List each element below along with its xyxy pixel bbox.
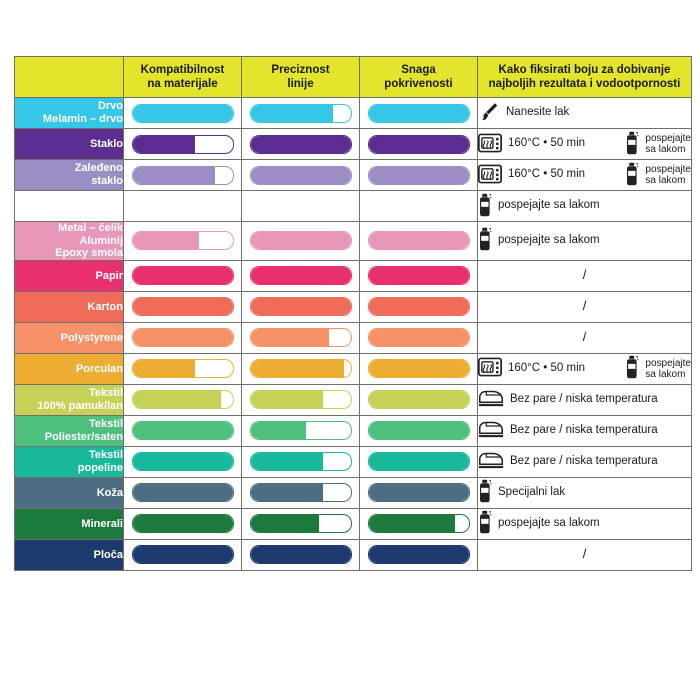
fixing-cell <box>478 98 692 129</box>
fixing-content <box>478 388 691 411</box>
spray-icon <box>478 510 492 537</box>
bar-coverage-cell <box>360 415 478 446</box>
fixing-text: 160°C • 50 min <box>508 137 586 150</box>
bar-coverage-fill <box>369 198 451 215</box>
bar-compatibility-cell <box>124 322 242 353</box>
bar-compatibility-fill <box>133 198 205 215</box>
bar-compatibility-cell <box>124 222 242 261</box>
bar-compatibility-cell <box>124 508 242 539</box>
fixing-text: 160°C • 50 min <box>508 168 586 181</box>
bar-compatibility-cell <box>124 539 242 570</box>
bar-compatibility-empty <box>195 360 233 377</box>
fixing-secondary-text <box>645 133 691 155</box>
bar-precision-cell <box>242 260 360 291</box>
spray-icon <box>625 162 639 189</box>
header-corner <box>15 57 124 98</box>
bar-precision <box>250 545 352 564</box>
bar-precision-fill <box>251 546 351 563</box>
table-row <box>15 191 692 222</box>
iron-icon <box>478 388 504 411</box>
table-row <box>15 160 692 191</box>
oven-icon <box>478 357 502 380</box>
fixing-secondary-text <box>645 358 691 380</box>
table-row <box>15 477 692 508</box>
bar-precision-cell <box>242 98 360 129</box>
fixing-text: pospejajte sa lakom <box>498 199 600 212</box>
fixing-content <box>478 547 691 562</box>
spray-icon <box>478 479 492 506</box>
fixing-cell <box>478 353 692 384</box>
fixing-text: / <box>582 298 587 314</box>
bar-coverage <box>368 297 470 316</box>
bar-compatibility-fill <box>133 360 195 377</box>
bar-compatibility-cell <box>124 291 242 322</box>
bar-compatibility <box>132 514 234 533</box>
bar-coverage-fill <box>369 546 469 563</box>
bar-compatibility <box>132 135 234 154</box>
table-row <box>15 384 692 415</box>
bar-compatibility-fill <box>133 167 215 184</box>
material-label <box>15 353 124 384</box>
bar-coverage-fill <box>369 422 469 439</box>
bar-compatibility <box>132 328 234 347</box>
header-line: na materijale <box>147 78 218 90</box>
bar-precision-cell <box>242 191 360 222</box>
bar-precision-cell <box>242 291 360 322</box>
bar-precision-fill <box>251 105 333 122</box>
fixing-text: Bez pare / niska temperatura <box>510 393 658 406</box>
fixing-cell <box>478 222 692 261</box>
bar-precision-cell <box>242 539 360 570</box>
bar-compatibility-cell <box>124 415 242 446</box>
bar-coverage-fill <box>369 298 469 315</box>
bar-compatibility <box>132 231 234 250</box>
fixing-cell <box>478 160 692 191</box>
bar-precision <box>250 135 352 154</box>
material-label-line: Karton <box>87 300 123 313</box>
bar-precision-empty <box>323 391 351 408</box>
bar-compatibility <box>132 166 234 185</box>
material-label <box>15 446 124 477</box>
material-label <box>15 539 124 570</box>
fixing-text: Bez pare / niska temperatura <box>510 455 658 468</box>
bar-coverage-cell <box>360 98 478 129</box>
material-label-line: Papir <box>95 269 123 282</box>
bar-precision-fill <box>251 391 323 408</box>
bar-coverage <box>368 197 470 216</box>
material-label <box>15 129 124 160</box>
header-line: Preciznost <box>271 63 330 76</box>
fixing-cell <box>478 415 692 446</box>
bar-precision-cell <box>242 222 360 261</box>
bar-precision-cell <box>242 322 360 353</box>
bar-coverage-cell <box>360 222 478 261</box>
fixing-text: / <box>582 267 587 283</box>
material-label-line: staklo <box>91 175 123 187</box>
bar-compatibility <box>132 197 234 216</box>
bar-coverage-fill <box>369 167 469 184</box>
header-line: pokrivenosti <box>384 78 453 90</box>
bar-precision-fill <box>251 298 351 315</box>
bar-precision-fill <box>251 167 351 184</box>
fixing-secondary-line: pospejajte <box>645 357 691 369</box>
spray-icon <box>625 131 639 158</box>
fixing-text: pospejajte sa lakom <box>498 234 600 247</box>
material-label-line: Ploča <box>93 548 123 561</box>
header-compatibility <box>124 57 242 98</box>
material-label <box>15 191 124 222</box>
bar-compatibility-cell <box>124 129 242 160</box>
bar-precision-fill <box>251 267 351 284</box>
header-line: Snaga <box>401 63 436 76</box>
bar-coverage <box>368 135 470 154</box>
fixing-content <box>478 330 691 345</box>
bar-compatibility-fill <box>133 232 199 249</box>
table-row <box>15 415 692 446</box>
bar-precision-cell <box>242 446 360 477</box>
table-row <box>15 508 692 539</box>
bar-coverage <box>368 421 470 440</box>
bar-compatibility <box>132 483 234 502</box>
fixing-cell <box>478 384 692 415</box>
bar-coverage-fill <box>369 360 469 377</box>
bar-compatibility <box>132 390 234 409</box>
bar-compatibility-fill <box>133 484 233 501</box>
header-line: najboljih rezultata i vodootpornosti <box>488 78 681 90</box>
material-label-line: Melamin – drvo <box>42 113 123 125</box>
bar-precision <box>250 328 352 347</box>
table-row <box>15 291 692 322</box>
fixing-text: / <box>582 329 587 345</box>
fixing-content <box>478 101 691 126</box>
bar-precision-fill <box>251 484 323 501</box>
bar-compatibility-fill <box>133 136 195 153</box>
fixing-cell <box>478 446 692 477</box>
material-label <box>15 384 124 415</box>
material-label-line: Metal – čelik <box>58 222 123 234</box>
fixing-content <box>478 355 691 382</box>
bar-precision-cell <box>242 160 360 191</box>
bar-compatibility-fill <box>133 391 221 408</box>
fixing-text: Specijalni lak <box>498 486 566 499</box>
bar-coverage <box>368 104 470 123</box>
bar-precision <box>250 483 352 502</box>
material-label-line: Poliester/saten <box>44 430 123 443</box>
bar-coverage-cell <box>360 539 478 570</box>
header-line: Kompatibilnost <box>140 63 225 76</box>
table-header <box>15 57 692 98</box>
bar-compatibility-fill <box>133 105 233 122</box>
bar-coverage <box>368 166 470 185</box>
material-label-line: Aluminij <box>79 234 123 247</box>
bar-precision-empty <box>323 453 351 470</box>
material-label <box>15 477 124 508</box>
fixing-content <box>478 162 691 189</box>
bar-coverage-cell <box>360 291 478 322</box>
table-row <box>15 222 692 261</box>
material-label <box>15 322 124 353</box>
bar-precision-empty <box>329 329 351 346</box>
material-label-line: Plastika <box>81 199 123 212</box>
header-coverage <box>360 57 478 98</box>
table-row <box>15 129 692 160</box>
bar-coverage-cell <box>360 353 478 384</box>
bar-compatibility <box>132 545 234 564</box>
bar-precision <box>250 231 352 250</box>
header-line: Kako fiksirati boju za dobivanje <box>498 63 671 76</box>
bar-precision-cell <box>242 477 360 508</box>
bar-coverage-fill <box>369 453 469 470</box>
bar-coverage <box>368 514 470 533</box>
bar-precision-empty <box>323 484 351 501</box>
bar-coverage-empty <box>455 515 469 532</box>
fixing-secondary-text <box>645 164 691 186</box>
fixing-text: Nanesite lak <box>506 106 570 119</box>
bar-compatibility-cell <box>124 446 242 477</box>
bar-precision <box>250 421 352 440</box>
bar-precision <box>250 266 352 285</box>
fixing-content <box>478 419 691 442</box>
fixing-secondary-line: sa lakom <box>645 144 686 155</box>
bar-coverage-fill <box>369 105 469 122</box>
material-label <box>15 160 124 191</box>
bar-coverage-fill <box>369 484 469 501</box>
material-label <box>15 415 124 446</box>
bar-compatibility-fill <box>133 267 233 284</box>
bar-precision-cell <box>242 384 360 415</box>
bar-coverage-empty <box>451 198 469 215</box>
compatibility-table <box>14 56 692 571</box>
bar-compatibility-cell <box>124 160 242 191</box>
bar-compatibility-empty <box>221 391 233 408</box>
bar-precision-fill <box>251 136 351 153</box>
bar-precision-fill <box>251 360 344 377</box>
bar-coverage <box>368 231 470 250</box>
material-label-line: Tekstil <box>88 387 123 400</box>
bar-coverage-cell <box>360 477 478 508</box>
material-label-line: Tekstil <box>88 418 123 431</box>
fixing-cell <box>478 291 692 322</box>
bar-coverage-fill <box>369 267 469 284</box>
material-label-line: popeline <box>77 461 123 474</box>
iron-icon <box>478 450 504 473</box>
bar-compatibility-cell <box>124 98 242 129</box>
material-label <box>15 508 124 539</box>
bar-precision-cell <box>242 508 360 539</box>
bar-coverage-cell <box>360 508 478 539</box>
material-label-line: Polystyrene <box>60 331 123 344</box>
fixing-content <box>478 450 691 473</box>
fixing-secondary-line: sa lakom <box>645 368 686 380</box>
bar-precision-fill <box>251 422 306 439</box>
header-line: linije <box>287 78 314 90</box>
spray-icon <box>625 355 639 382</box>
bar-precision-cell <box>242 415 360 446</box>
table-row <box>15 446 692 477</box>
bar-coverage-cell <box>360 384 478 415</box>
bar-compatibility <box>132 266 234 285</box>
iron-icon <box>478 419 504 442</box>
bar-precision-empty <box>319 515 351 532</box>
bar-compatibility <box>132 452 234 471</box>
fixing-cell <box>478 260 692 291</box>
bar-precision-cell <box>242 353 360 384</box>
bar-coverage-fill <box>369 232 469 249</box>
spray-icon <box>478 193 492 220</box>
fixing-secondary-line: sa lakom <box>645 175 686 186</box>
bar-compatibility-empty <box>215 167 233 184</box>
table-row <box>15 260 692 291</box>
bar-compatibility-empty <box>205 198 233 215</box>
bar-precision-fill <box>251 453 323 470</box>
material-label <box>15 222 124 261</box>
bar-compatibility-cell <box>124 191 242 222</box>
fixing-text: pospejajte sa lakom <box>498 517 600 530</box>
material-label-line: Tekstil <box>88 449 123 462</box>
fixing-cell <box>478 508 692 539</box>
bar-compatibility-fill <box>133 453 233 470</box>
bar-compatibility-fill <box>133 515 233 532</box>
fixing-content <box>478 479 691 506</box>
bar-precision <box>250 297 352 316</box>
bar-compatibility-fill <box>133 298 233 315</box>
bar-precision-fill <box>251 515 319 532</box>
bar-precision-cell <box>242 129 360 160</box>
table-row <box>15 353 692 384</box>
bar-coverage-fill <box>369 391 469 408</box>
fixing-cell <box>478 129 692 160</box>
fixing-secondary-line: pospejajte <box>645 164 691 175</box>
material-label-line: Koža <box>96 486 123 499</box>
bar-coverage-cell <box>360 129 478 160</box>
bar-compatibility-fill <box>133 329 233 346</box>
fixing-content <box>478 131 691 158</box>
bar-precision-fill <box>251 329 329 346</box>
material-label <box>15 291 124 322</box>
bar-precision-empty <box>333 105 351 122</box>
bar-coverage-cell <box>360 191 478 222</box>
table-row <box>15 322 692 353</box>
bar-coverage <box>368 328 470 347</box>
bar-precision <box>250 514 352 533</box>
fixing-content <box>478 227 691 254</box>
material-label-line: Drvo <box>97 100 123 113</box>
material-label <box>15 260 124 291</box>
bar-precision <box>250 359 352 378</box>
bar-coverage <box>368 266 470 285</box>
paintbrush-icon <box>478 101 500 126</box>
table-header-row <box>15 57 692 98</box>
fixing-text: 160°C • 50 min <box>508 362 586 375</box>
oven-icon <box>478 133 502 156</box>
bar-coverage-cell <box>360 160 478 191</box>
fixing-content <box>478 268 691 283</box>
material-label-line: Zaleđeno <box>74 162 123 175</box>
bar-precision-fill <box>251 232 351 249</box>
bar-coverage-cell <box>360 322 478 353</box>
bar-compatibility <box>132 421 234 440</box>
fixing-content <box>478 299 691 314</box>
material-label-line: Epoxy smola <box>55 247 123 260</box>
bar-compatibility-cell <box>124 384 242 415</box>
table-body <box>15 98 692 571</box>
fixing-secondary-line: pospejajte <box>645 133 691 144</box>
bar-coverage <box>368 483 470 502</box>
bar-coverage-fill <box>369 515 455 532</box>
bar-compatibility <box>132 104 234 123</box>
bar-compatibility-fill <box>133 546 233 563</box>
material-label <box>15 98 124 129</box>
bar-precision-fill <box>251 198 351 215</box>
bar-compatibility-cell <box>124 477 242 508</box>
bar-compatibility-empty <box>199 232 233 249</box>
bar-coverage <box>368 359 470 378</box>
bar-coverage-fill <box>369 136 469 153</box>
table-row <box>15 539 692 570</box>
fixing-cell <box>478 191 692 222</box>
fixing-content <box>478 510 691 537</box>
bar-compatibility <box>132 359 234 378</box>
fixing-cell <box>478 322 692 353</box>
bar-coverage-fill <box>369 329 469 346</box>
bar-precision <box>250 197 352 216</box>
bar-compatibility <box>132 297 234 316</box>
bar-precision-empty <box>306 422 351 439</box>
material-label-line: Minerali <box>81 517 123 530</box>
fixing-text: / <box>582 546 587 562</box>
bar-precision <box>250 452 352 471</box>
oven-icon <box>478 164 502 187</box>
header-fixing <box>478 57 692 98</box>
bar-precision <box>250 390 352 409</box>
material-label-line: Staklo <box>89 137 123 150</box>
bar-precision-empty <box>344 360 351 377</box>
material-label-line: Porculan <box>75 362 123 375</box>
header-precision <box>242 57 360 98</box>
bar-precision <box>250 166 352 185</box>
bar-coverage-cell <box>360 446 478 477</box>
table-row <box>15 98 692 129</box>
fixing-text: Bez pare / niska temperatura <box>510 424 658 437</box>
bar-compatibility-empty <box>195 136 233 153</box>
bar-coverage <box>368 452 470 471</box>
fixing-content <box>478 193 691 220</box>
bar-coverage <box>368 390 470 409</box>
bar-precision <box>250 104 352 123</box>
fixing-cell <box>478 477 692 508</box>
bar-compatibility-fill <box>133 422 233 439</box>
bar-coverage-cell <box>360 260 478 291</box>
bar-compatibility-cell <box>124 260 242 291</box>
bar-compatibility-cell <box>124 353 242 384</box>
spray-icon <box>478 227 492 254</box>
fixing-cell <box>478 539 692 570</box>
material-label-line: 100% pamuk/lan <box>37 399 123 412</box>
bar-coverage <box>368 545 470 564</box>
